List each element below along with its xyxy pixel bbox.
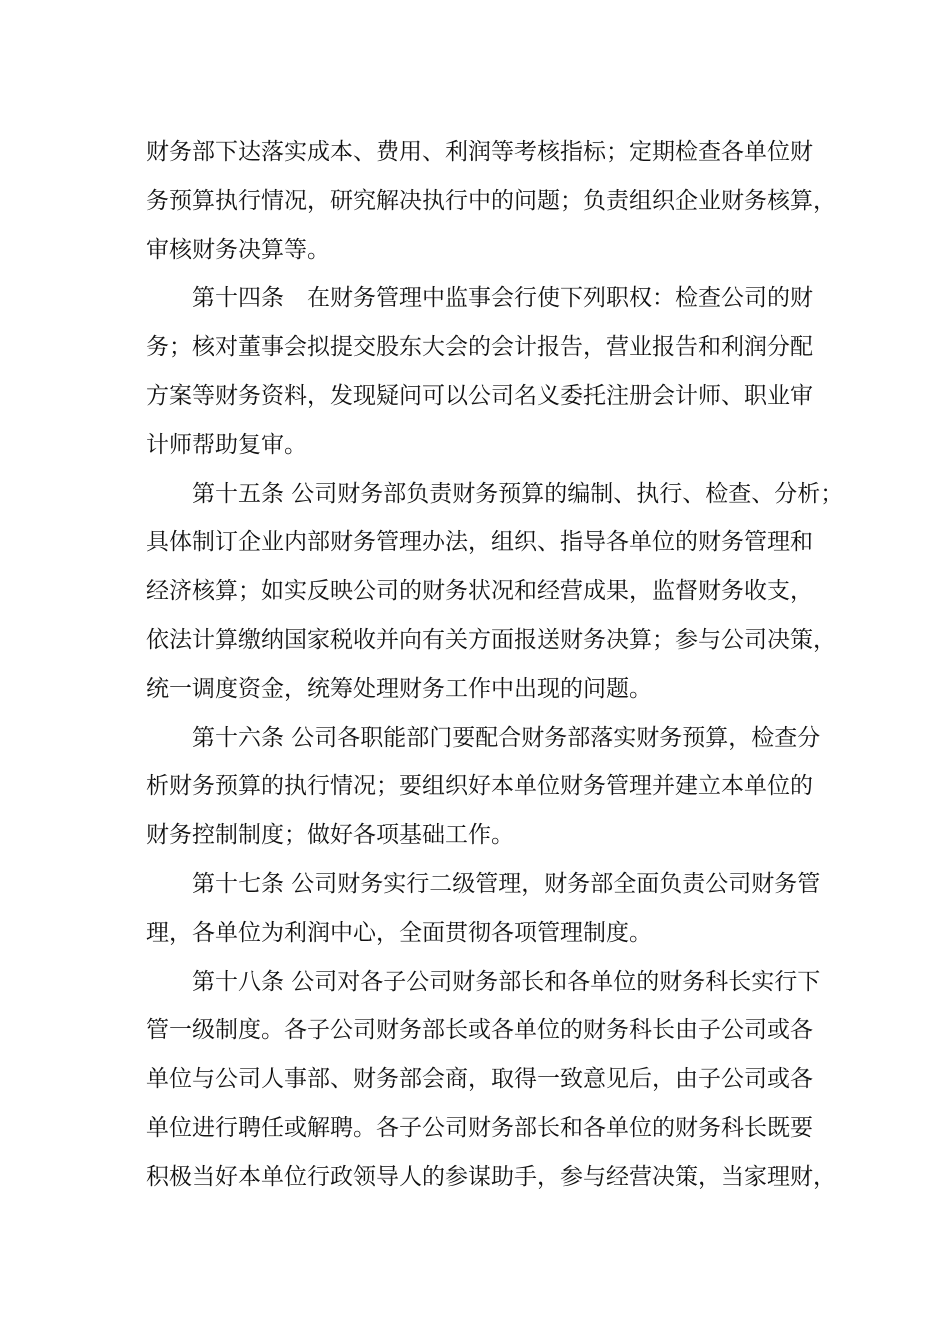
text-line: 析财务预算的执行情况；要组织好本单位财务管理并建立本单位的 [146, 773, 813, 800]
article-18-first-line: 第十八条 公司对各子公司财务部长和各单位的财务科长实行下 [192, 968, 821, 995]
text-line: 管一级制度。各子公司财务部长或各单位的财务科长由子公司或各 [146, 1017, 813, 1044]
article-17-first-line: 第十七条 公司财务实行二级管理，财务部全面负责公司财务管 [192, 870, 821, 897]
text-line: 计师帮助复审。 [146, 431, 307, 458]
text-line: 统一调度资金，统筹处理财务工作中出现的问题。 [146, 675, 652, 702]
text-line: 务；核对董事会拟提交股东大会的会计报告，营业报告和利润分配 [146, 334, 813, 361]
text-line: 财务部下达落实成本、费用、利润等考核指标；定期检查各单位财 [146, 139, 813, 165]
article-15-first-line: 第十五条 公司财务部负责财务预算的编制、执行、检查、分析； [192, 480, 844, 507]
document-body [146, 128, 844, 1202]
text-line: 务预算执行情况，研究解决执行中的问题；负责组织企业财务核算， [146, 187, 836, 214]
text-line: 具体制订企业内部财务管理办法，组织、指导各单位的财务管理和 [146, 529, 813, 556]
text-line: 依法计算缴纳国家税收并向有关方面报送财务决算；参与公司决策， [146, 626, 836, 653]
text-line: 审核财务决算等。 [146, 236, 330, 263]
article-14-first-line: 第十四条 在财务管理中监事会行使下列职权：检查公司的财 [192, 285, 813, 312]
article-16-first-line: 第十六条 公司各职能部门要配合财务部落实财务预算，检查分 [192, 724, 821, 751]
text-line: 方案等财务资料，发现疑问可以公司名义委托注册会计师、职业审 [146, 382, 813, 409]
text-line: 理，各单位为利润中心，全面贯彻各项管理制度。 [146, 919, 652, 946]
text-line: 单位与公司人事部、财务部会商，取得一致意见后，由子公司或各 [146, 1066, 813, 1093]
text-line: 经济核算；如实反映公司的财务状况和经营成果，监督财务收支， [146, 578, 813, 605]
text-line: 单位进行聘任或解聘。各子公司财务部长和各单位的财务科长既要 [146, 1114, 813, 1141]
text-line: 积极当好本单位行政领导人的参谋助手，参与经营决策，当家理财， [146, 1163, 836, 1190]
text-line: 财务控制制度；做好各项基础工作。 [146, 822, 514, 849]
